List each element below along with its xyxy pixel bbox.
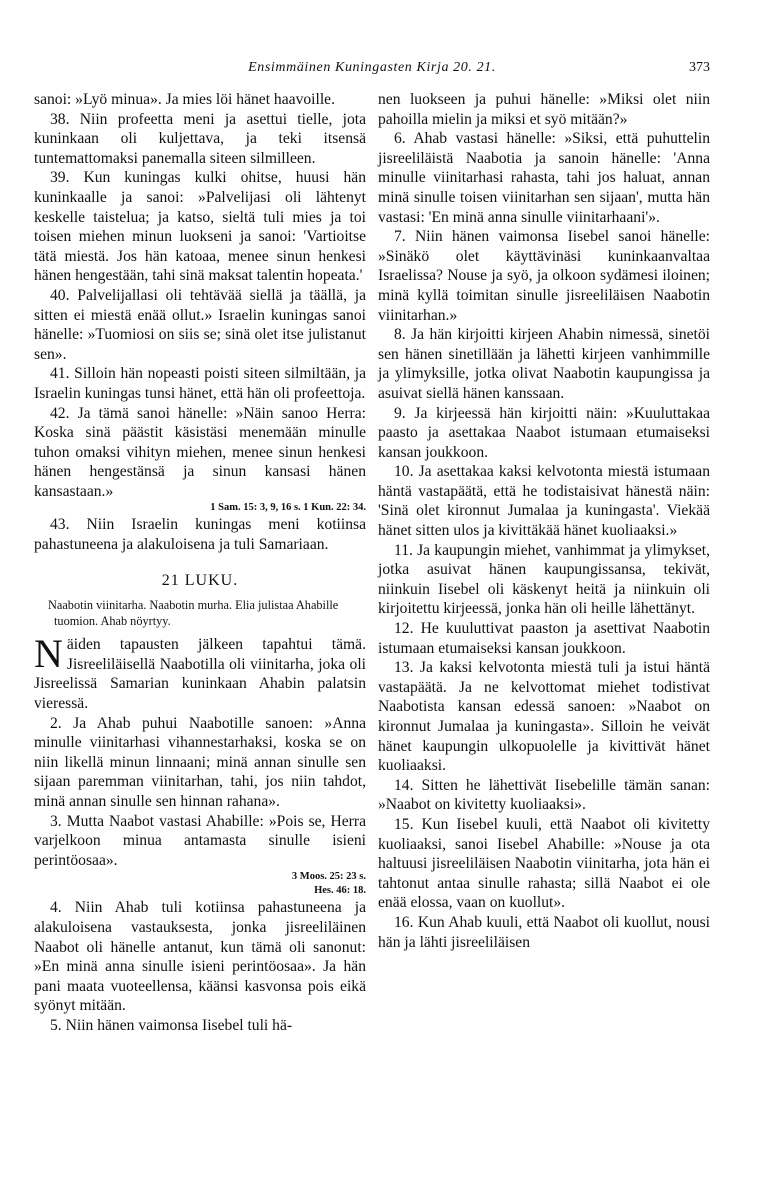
verse-21-1 [34,631,366,713]
page-header [34,60,710,82]
verse-20-40: 40. Palvelijallasi oli tehtävää siellä ja täällä, ja sitten ei miestä enää ollut.» Israelin kuningas sanoi hänelle: »Tuomiosi on siis se; sinä olet itse julistanut sen». [34,286,366,363]
verse-20-38: 38. Niin profeetta meni ja asettui tielle, jota kuninkaan oli kuljettava, ja teki itsensä tuntemattomaksi panemalla siteen silmilleen. [34,110,366,167]
verse-21-14: 14. Sitten he lähettivät Iisebelille tämän sanan: »Naabot on kivitetty kuoliaaksi». [378,776,710,814]
verse-21-11: 11. Ja kaupungin miehet, vanhimmat ja ylimykset, jotka asuivat hänen kaupungissansa, tekivät, niinkuin Iisebel oli käskenyt heitä ja niinkuin oli kirjoitettu kirjeessä, jonka hän oli heille lähettänyt. [378,541,710,618]
cross-reference: Hes. 46: 18. [314,885,366,897]
verse-21-3: 3. Mutta Naabot vastasi Ahabille: »Pois se, Herra varjelkoon minua antamasta sinulle isieni perintöosaa». [34,812,366,869]
verse-21-2: 2. Ja Ahab puhui Naabotille sanoen: »Anna minulle viinitarhasi vihannestarhaksi, koska se on niin likellä minun linnaani; minä annan sinulle sen sijaan paremman viinitarhan, tahi, jos niin tahdot, minä annan sinulle sen hinnan rahana». [34,714,366,810]
verse-continuation: nen luokseen ja puhui hänelle: »Miksi olet niin pahoilla mielin ja miksi et syö mitään?» [378,91,710,128]
verse-21-13: 13. Ja kaksi kelvotonta miestä tuli ja istui häntä vastapäätä. Ja ne kelvottomat miehet todistivat Naabotista kansan edessä sanoen: »Naabot on kironnut Jumalaa ja kuningasta». Silloin he veivät hänet kaupungin ulkopuolelle ja kivittivät hänet kuoliaaksi. [378,659,710,775]
verse-21-12: 12. He kuuluttivat paaston ja asettivat Naabotin istumaan etumaiseksi kansan joukkoon. [378,620,710,657]
cross-reference: 1 Sam. 15: 3, 9, 16 s. 1 Kun. 22: 34. [210,502,366,514]
chapter-title: 21 LUKU. [161,571,239,589]
verse-continuation: sanoi: »Lyö minua». Ja mies löi hänet haavoille. [34,91,335,108]
page-number: 373 [689,60,710,75]
verse-21-9: 9. Ja kirjeessä hän kirjoitti näin: »Kuuluttakaa paasto ja asettakaa Naabot istumaan etumaiseksi kansan joukkoon. [378,404,710,461]
verse-20-43: 43. Niin Israelin kuningas meni kotiinsa pahastuneena ja alakuloisena ja tuli Samariaan. [34,516,366,554]
verse-21-10: 10. Ja asettakaa kaksi kelvotonta miestä istumaan häntä vastapäätä, että he todistaisivat hänestä näin: 'Sinä olet kironnut Jumalaa ja kuningasta'. Viekää hänet sitten ulos ja kivittäkää hänet kuoliaaksi.» [378,463,710,540]
verse-20-39: 39. Kun kuningas kulki ohitse, huusi hän kuninkaalle ja sanoi: »Palvelijasi oli lähtenyt keskelle taistelua; ja katso, sieltä tuli mies ja toi toisen miehen minun luokseni ja sanoi: 'Vartioitse tätä miestä. Jos hän katoaa, menee sinun henkesi hänen hengestään, tahi sinä maksat talentin hopeata.' [34,169,366,285]
cross-reference: 3 Moos. 25: 23 s. [291,871,366,883]
verse-21-8: 8. Ja hän kirjoitti kirjeen Ahabin nimessä, sinetöi sen hänen sinetillään ja lähetti kirjeen vanhimmille ja ylimyksille, jotka olivat Naabotin kaupungissa ja asuivat siellä hänen kanssaan. [378,326,710,402]
left-column [34,90,366,1036]
verse-20-41: 41. Silloin hän nopeasti poisti siteen silmiltään, ja Israelin kuningas tunsi hänet, että hän oli profeettoja. [34,365,366,402]
drop-cap: N [34,631,63,677]
verse-21-7: 7. Niin hänen vaimonsa Iisebel sanoi hänelle: »Sinäkö olet käyttävinäsi kuninkaanvaltaa Israelissa? Nouse ja syö, ja olkoon sydämesi iloinen; minä kyllä toimitan sinulle jisreeliläisen Naabotin viinitarhan.» [378,228,710,324]
verse-20-42: 42. Ja tämä sanoi hänelle: »Näin sanoo Herra: Koska sinä päästit käsistäsi menemään minulle tuhon omaksi vihityn miehen, menee sinun henkesi hänen hengestänsä ja sinun kansasi hänen kansastaan.» [34,404,366,500]
verse-21-1-text: äiden tapausten jälkeen tapahtui tämä. Jisreeliläisellä Naabotilla oli viinitarha, joka oli Jisreelissä Samarian kuninkaan Ahabin palatsin vieressä. [34,636,366,713]
verse-21-5: 5. Niin hänen vaimonsa Iisebel tuli hä- [50,1016,293,1034]
verse-21-6: 6. Ahab vastasi hänelle: »Siksi, että puhuttelin jisreeliläistä Naabotia ja sanoin hänelle: 'Anna minulle viinitarhasi rahasta, tahi jos haluat, annan minä sinulle toisen viinitarhan sen sijaan', mutta hän vastasi: 'En minä anna sinulle viinitarhaani'». [378,130,710,226]
chapter-summary: Naabotin viinitarha. Naabotin murha. Elia julistaa Ahabille tuomion. Ahab nöyrtyy. [48,598,339,628]
verse-21-15: 15. Kun Iisebel kuuli, että Naabot oli kivitetty kuoliaaksi, sanoi Iisebel Ahabille: »Nouse ja ota haltuusi jisreeliläisen Naabotin viinitarha, jota hän ei tahtonut antaa sinulle rahasta; sillä Naabot ei ole enää elossa, vaan on kuollut». [378,815,710,912]
verse-21-16: 16. Kun Ahab kuuli, että Naabot oli kuollut, nousi hän ja lähti jisreeliläisen [378,913,710,951]
right-column [378,90,710,952]
verse-21-4: 4. Niin Ahab tuli kotiinsa pahastuneena ja alakuloisena vastauksesta, jonka jisreeliläinen Naabot oli hänelle antanut, kun tämä oli sanonut: »En minä anna sinulle isieni perintöosaa». Ja hän pani maata vuoteellensa, käänsi kasvonsa pois eikä syönyt mitään. [34,899,366,1015]
running-title: Ensimmäinen Kuningasten Kirja 20. 21. [248,60,496,75]
